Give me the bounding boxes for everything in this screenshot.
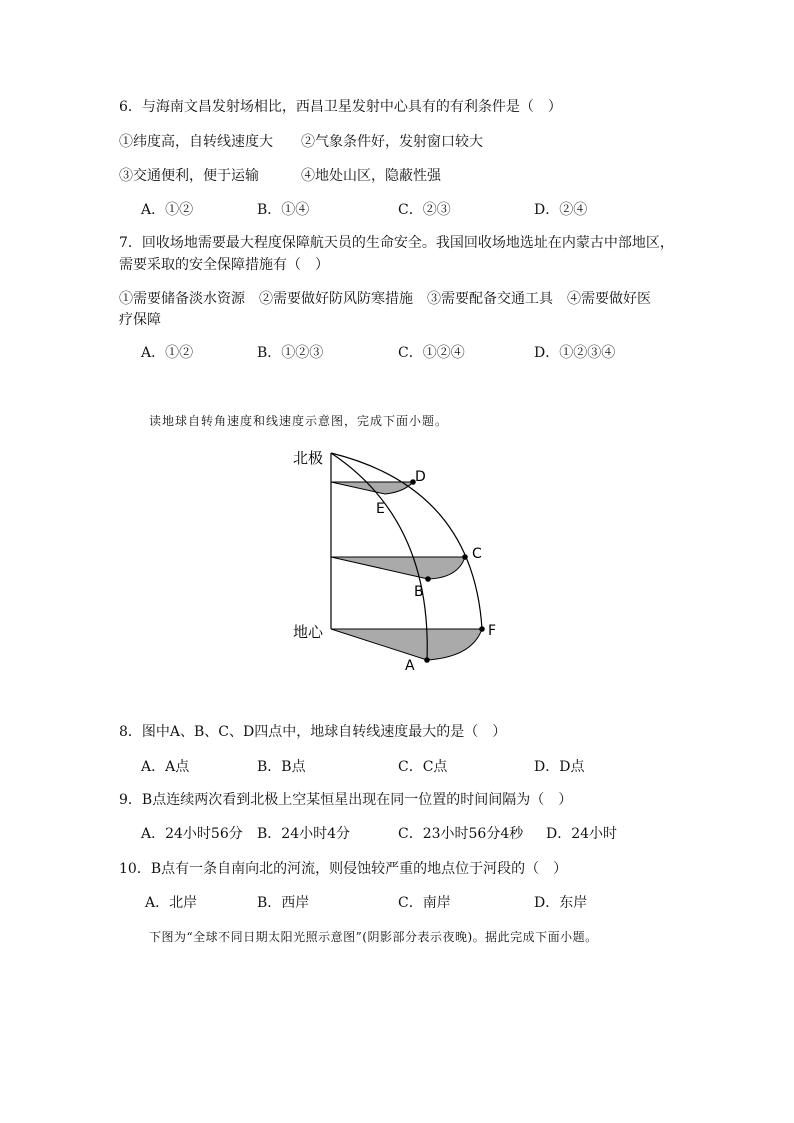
label-e: E [376,501,385,517]
q6-option-d: D．②④ [534,202,588,218]
figure-intro: 读地球自转角速度和线速度示意图，完成下面小题。 [149,414,449,428]
next-figure-intro: 下图为“全球不同日期太阳光照示意图”(阴影部分表示夜晚)。据此完成下面小题。 [149,930,598,944]
q6-stem: 6．与海南文昌发射场相比，西昌卫星发射中心具有的有利条件是（ ） [119,99,562,115]
label-f: F [488,623,497,639]
q9-stem: 9．B点连续两次看到北极上空某恒星出现在同一位置的时间间隔为（ ） [119,792,573,808]
point-b [425,576,431,582]
q9-option-c: C．23小时56分4秒 [398,826,524,842]
label-d: D [415,469,426,485]
label-b: B [414,584,424,600]
q7-stem-line2: 需要采取的安全保障措施有（ ） [119,257,329,273]
point-c [462,554,468,560]
q10-option-d: D．东岸 [534,895,588,911]
label-c: C [472,546,482,562]
sector-f-a [331,629,482,660]
point-a [424,657,430,663]
q6-option-c: C．②③ [398,202,451,218]
q10-option-b: B．西岸 [257,895,310,911]
q8-option-a: A．A点 [141,759,190,775]
q7-statements-line1: ①需要储备淡水资源 ②需要做好防风防寒措施 ③需要配备交通工具 ④需要做好医 [119,291,651,307]
q6-statements-3-4: ③交通便利，便于运输 ④地处山区，隐蔽性强 [119,168,441,184]
sector-c-b [331,557,465,579]
q7-statements-line2: 疗保障 [119,312,161,328]
q10-stem: 10．B点有一条自南向北的河流，则侵蚀较严重的地点位于河段的（ ） [119,861,568,877]
q7-option-a: A．①② [141,345,194,361]
q8-option-b: B．B点 [257,759,306,775]
q6-option-a: A．①② [141,202,194,218]
q8-stem: 8．图中A、B、C、D四点中，地球自转线速度最大的是（ ） [119,724,507,740]
q9-option-a: A．24小时56分 [141,826,243,842]
label-a: A [405,658,415,674]
q7-option-b: B．①②③ [257,345,324,361]
q6-option-b: B．①④ [257,202,310,218]
earth-rotation-diagram [285,440,515,680]
label-earth-center: 地心 [293,623,324,641]
q8-option-d: D．D点 [534,759,585,775]
q7-option-c: C．①②④ [398,345,465,361]
q7-stem-line1: 7．回收场地需要最大程度保障航天员的生命安全。我国回收场地选址在内蒙古中部地区， [119,235,674,251]
q10-option-a: A．北岸 [145,895,198,911]
q9-option-b: B．24小时4分 [257,826,351,842]
q6-statements-1-2: ①纬度高，自转线速度大 ②气象条件好，发射窗口较大 [119,134,483,150]
point-f [479,626,485,632]
q9-option-d: D．24小时 [546,826,618,842]
q8-option-c: C．C点 [398,759,448,775]
q10-option-c: C．南岸 [398,895,451,911]
q7-option-d: D．①②③④ [534,345,616,361]
label-north-pole: 北极 [293,449,324,467]
